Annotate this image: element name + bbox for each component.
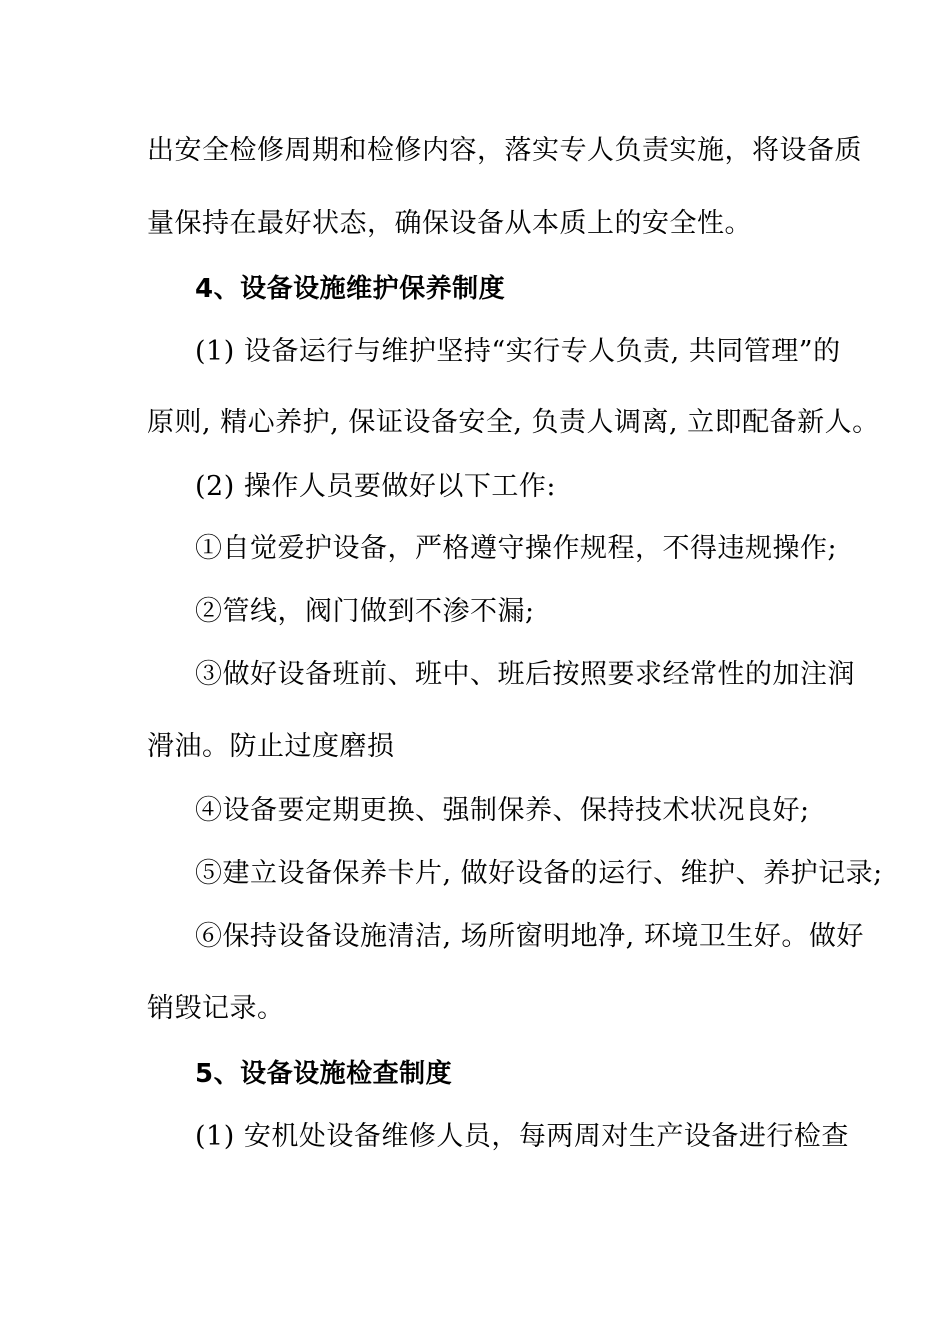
- paragraph-line: (2) 操作人员要做好以下工作:: [195, 471, 556, 502]
- paragraph-line: 滑油。防止过度磨损: [147, 731, 395, 762]
- section-heading-4: 4、设备设施维护保养制度: [195, 274, 506, 304]
- paragraph-line: 原则, 精心养护, 保证设备安全, 负责人调离, 立即配备新人。: [147, 407, 880, 438]
- list-item: ④设备要定期更换、强制保养、保持技术状况良好;: [195, 795, 810, 826]
- paragraph-line: (1) 安机处设备维修人员，每两周对生产设备进行检查: [195, 1121, 849, 1152]
- list-item: ③做好设备班前、班中、班后按照要求经常性的加注润: [195, 659, 855, 690]
- paragraph-line: (1) 设备运行与维护坚持“实行专人负责, 共同管理”的: [195, 336, 841, 367]
- list-item: ⑥保持设备设施清洁, 场所窗明地净, 环境卫生好。做好: [195, 921, 864, 952]
- list-item: ①自觉爱护设备，严格遵守操作规程，不得违规操作;: [195, 533, 838, 564]
- list-item: ⑤建立设备保养卡片, 做好设备的运行、维护、养护记录;: [195, 858, 883, 889]
- paragraph-line: 销毁记录。: [147, 993, 285, 1024]
- paragraph-line: 出安全检修周期和检修内容，落实专人负责实施，将设备质: [147, 135, 862, 166]
- list-item: ②管线，阀门做到不渗不漏;: [195, 596, 535, 627]
- section-heading-5: 5、设备设施检查制度: [195, 1059, 453, 1089]
- paragraph-line: 量保持在最好状态，确保设备从本质上的安全性。: [147, 208, 752, 239]
